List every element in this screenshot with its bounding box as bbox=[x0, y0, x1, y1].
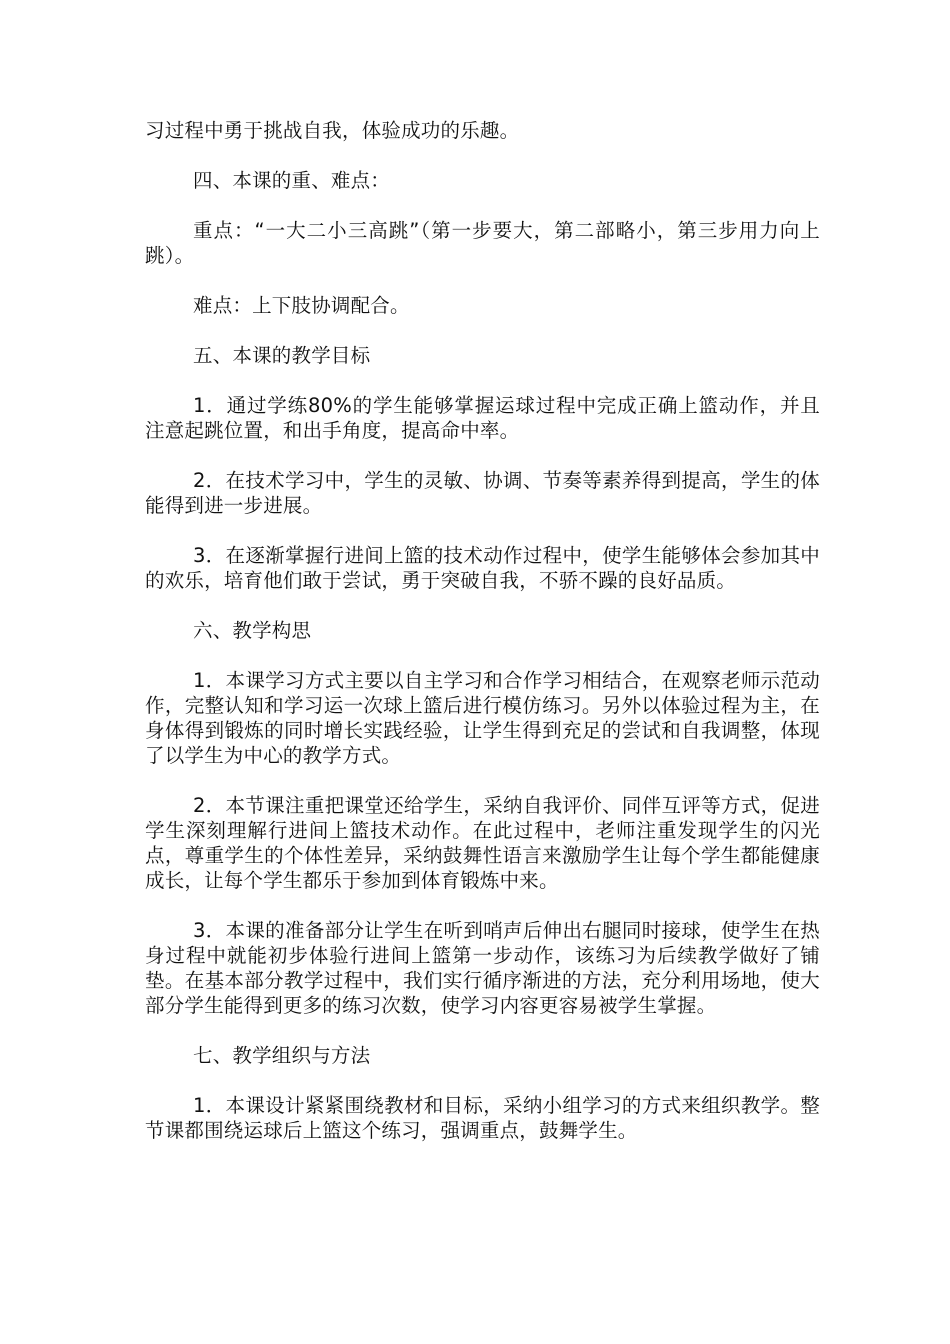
section-heading-design: 六、教学构思 bbox=[193, 619, 312, 642]
section-heading-key-points: 四、本课的重、难点： bbox=[193, 169, 391, 192]
section-heading-organization: 七、教学组织与方法 bbox=[193, 1044, 371, 1067]
paragraph-organization-1: 1．本课设计紧紧围绕教材和目标，采纳小组学习的方式来组织教学。整节课都围绕运球后上篮这个练习，强调重点，鼓舞学生。 bbox=[145, 1094, 820, 1142]
paragraph-continuation: 习过程中勇于挑战自我，体验成功的乐趣。 bbox=[145, 119, 520, 142]
paragraph-objective-2: 2．在技术学习中，学生的灵敏、协调、节奏等素养得到提高，学生的体能得到进一步进展。 bbox=[145, 469, 820, 517]
document-body bbox=[145, 118, 820, 1168]
paragraph-design-1: 1．本课学习方式主要以自主学习和合作学习相结合，在观察老师示范动作，完整认知和学习运一次球上篮后进行模仿练习。另外以体验过程为主，在身体得到锻炼的同时增长实践经验，让学生得到充足的尝试和自我调整，体现了以学生为中心的教学方式。 bbox=[145, 669, 820, 767]
section-heading-objectives: 五、本课的教学目标 bbox=[193, 344, 371, 367]
paragraph-key-point: 重点：“一大二小三高跳”（第一步要大，第二部略小，第三步用力向上跳）。 bbox=[145, 219, 820, 267]
paragraph-objective-3: 3．在逐渐掌握行进间上篮的技术动作过程中，使学生能够体会参加其中的欢乐，培育他们敢于尝试，勇于突破自我，不骄不躁的良好品质。 bbox=[145, 544, 820, 592]
paragraph-objective-1: 1．通过学练80%的学生能够掌握运球过程中完成正确上篮动作，并且注意起跳位置，和出手角度，提高命中率。 bbox=[145, 394, 820, 442]
paragraph-design-3: 3．本课的准备部分让学生在听到哨声后伸出右腿同时接球，使学生在热身过程中就能初步体验行进间上篮第一步动作，该练习为后续教学做好了铺垫。在基本部分教学过程中，我们实行循序渐进的方法，充分利用场地，使大部分学生能得到更多的练习次数，使学习内容更容易被学生掌握。 bbox=[145, 919, 820, 1017]
paragraph-design-2: 2．本节课注重把课堂还给学生，采纳自我评价、同伴互评等方式，促进学生深刻理解行进间上篮技术动作。在此过程中，老师注重发现学生的闪光点，尊重学生的个体性差异，采纳鼓舞性语言来激励学生让每个学生都能健康成长，让每个学生都乐于参加到体育锻炼中来。 bbox=[145, 794, 820, 892]
paragraph-difficulty: 难点：上下肢协调配合。 bbox=[193, 294, 410, 317]
